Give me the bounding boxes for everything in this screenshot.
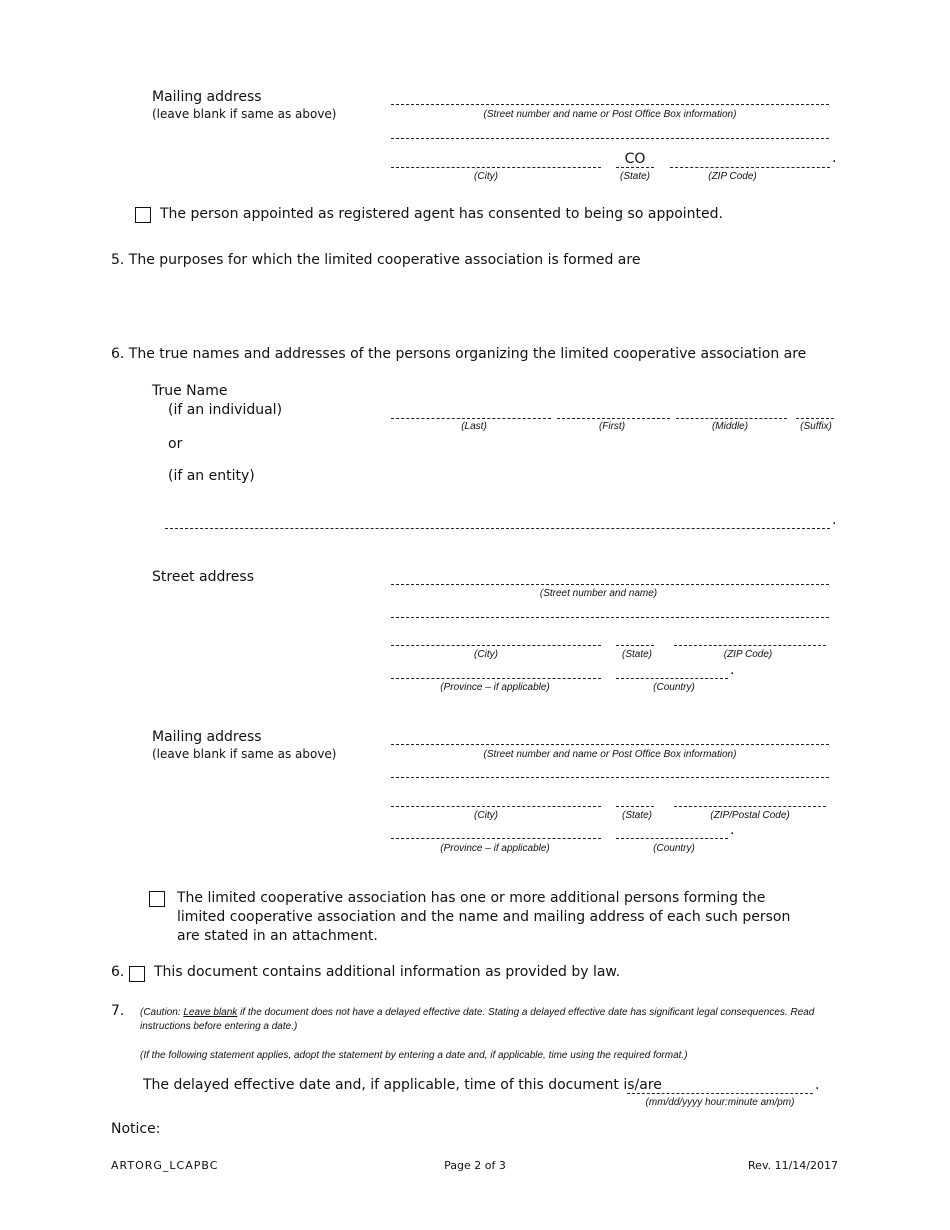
first-caption: (First): [598, 421, 626, 432]
street-field[interactable]: [391, 584, 829, 585]
caution-rest: if the document does not have a delayed effective date. Stating a delayed effective date has significant legal consequences. Read instructions before entering a date.): [140, 1007, 815, 1032]
agent-mailing-label: Mailing address: [152, 89, 262, 105]
street-field-2[interactable]: [391, 617, 829, 618]
footer-revision: Rev. 11/14/2017: [748, 1159, 838, 1172]
true-name-label: True Name: [152, 383, 228, 399]
mailing-country-field[interactable]: [616, 838, 728, 839]
additional-persons-checkbox[interactable]: [149, 891, 165, 907]
mailing-zip-field[interactable]: [674, 806, 826, 807]
caution-prefix: (Caution:: [140, 1007, 184, 1018]
street-province-field[interactable]: [391, 678, 601, 679]
street-caption: (Street number and name): [539, 588, 658, 599]
street-zip-caption: (ZIP Code): [723, 649, 773, 660]
street-state-field[interactable]: [616, 645, 654, 646]
agent-mailing-state-caption: (State): [619, 171, 650, 182]
mailing-address-sublabel: (leave blank if same as above): [152, 747, 337, 761]
agent-mailing-street-caption: (Street number and name or Post Office Box information): [483, 109, 737, 120]
individual-label: (if an individual): [168, 402, 283, 418]
mailing-province-caption: (Province – if applicable): [440, 843, 550, 854]
footer-form-code: ARTORG_LCAPBC: [111, 1159, 219, 1172]
consent-checkbox[interactable]: [135, 207, 151, 223]
additional-info-checkbox[interactable]: [129, 966, 145, 982]
entity-name-field[interactable]: [165, 528, 830, 529]
agent-mailing-zip-field[interactable]: [670, 167, 830, 168]
first-name-field[interactable]: [557, 418, 670, 419]
street-province-caption: (Province – if applicable): [440, 682, 550, 693]
delayed-date-field[interactable]: [627, 1093, 813, 1094]
agent-mailing-state-field[interactable]: [616, 167, 654, 168]
agent-mailing-zip-caption: (ZIP Code): [708, 171, 757, 182]
delayed-date-statement: The delayed effective date and, if applicable, time of this document is/are: [143, 1077, 662, 1093]
date-format-caption: (mm/dd/yyyy hour:minute am/pm): [645, 1097, 795, 1108]
agent-mailing-state-value: CO: [624, 151, 646, 167]
period: .: [815, 1077, 820, 1093]
period: .: [832, 150, 837, 166]
mailing-state-field[interactable]: [616, 806, 654, 807]
item7-caution: [140, 1006, 820, 1034]
or-label: or: [168, 436, 183, 452]
last-caption: (Last): [461, 421, 487, 432]
mailing-address-label: Mailing address: [152, 729, 262, 745]
consent-text: The person appointed as registered agent has consented to being so appointed.: [160, 206, 723, 222]
item6b-text: This document contains additional information as provided by law.: [154, 964, 621, 980]
street-city-field[interactable]: [391, 645, 601, 646]
mailing-zip-caption: (ZIP/Postal Code): [710, 810, 790, 821]
middle-caption: (Middle): [711, 421, 749, 432]
street-zip-field[interactable]: [674, 645, 826, 646]
period: .: [730, 662, 735, 678]
mailing-province-field[interactable]: [391, 838, 601, 839]
mailing-state-caption: (State): [621, 810, 652, 821]
agent-mailing-city-field[interactable]: [391, 167, 601, 168]
item5-text: 5. The purposes for which the limited cooperative association is formed are: [111, 252, 641, 268]
period: .: [730, 822, 735, 838]
suffix-field[interactable]: [796, 418, 834, 419]
footer-page-number: Page 2 of 3: [444, 1159, 506, 1172]
mailing-street-field-2[interactable]: [391, 777, 829, 778]
agent-mailing-street-field-2[interactable]: [391, 138, 829, 139]
additional-persons-text: The limited cooperative association has one or more additional persons forming the limited cooperative association and the name and mailing address of each such person are stated in an attachment.: [177, 890, 791, 944]
street-address-label: Street address: [152, 569, 254, 585]
last-name-field[interactable]: [391, 418, 551, 419]
mailing-city-caption: (City): [474, 810, 498, 821]
street-country-field[interactable]: [616, 678, 728, 679]
agent-mailing-sublabel: (leave blank if same as above): [152, 107, 337, 121]
mailing-country-caption: (Country): [653, 843, 695, 854]
agent-mailing-street-field[interactable]: [391, 104, 829, 105]
item7-instruction: (If the following statement applies, adopt the statement by entering a date and, if applicable, time using the required format.): [140, 1050, 688, 1061]
caution-leave-blank: Leave blank: [183, 1007, 238, 1018]
item6-text: 6. The true names and addresses of the persons organizing the limited cooperative association are: [111, 346, 807, 362]
street-state-caption: (State): [621, 649, 652, 660]
notice-label: Notice:: [111, 1121, 161, 1137]
mailing-street-caption: (Street number and name or Post Office Box information): [483, 749, 737, 760]
item7-number: 7.: [111, 1003, 125, 1019]
street-country-caption: (Country): [653, 682, 695, 693]
entity-label: (if an entity): [168, 468, 255, 484]
mailing-city-field[interactable]: [391, 806, 601, 807]
agent-mailing-city-caption: (City): [474, 171, 498, 182]
street-city-caption: (City): [474, 649, 498, 660]
item6b-number: 6.: [111, 964, 125, 980]
mailing-street-field[interactable]: [391, 744, 829, 745]
period: .: [832, 512, 837, 528]
middle-name-field[interactable]: [676, 418, 787, 419]
suffix-caption: (Suffix): [800, 421, 832, 432]
